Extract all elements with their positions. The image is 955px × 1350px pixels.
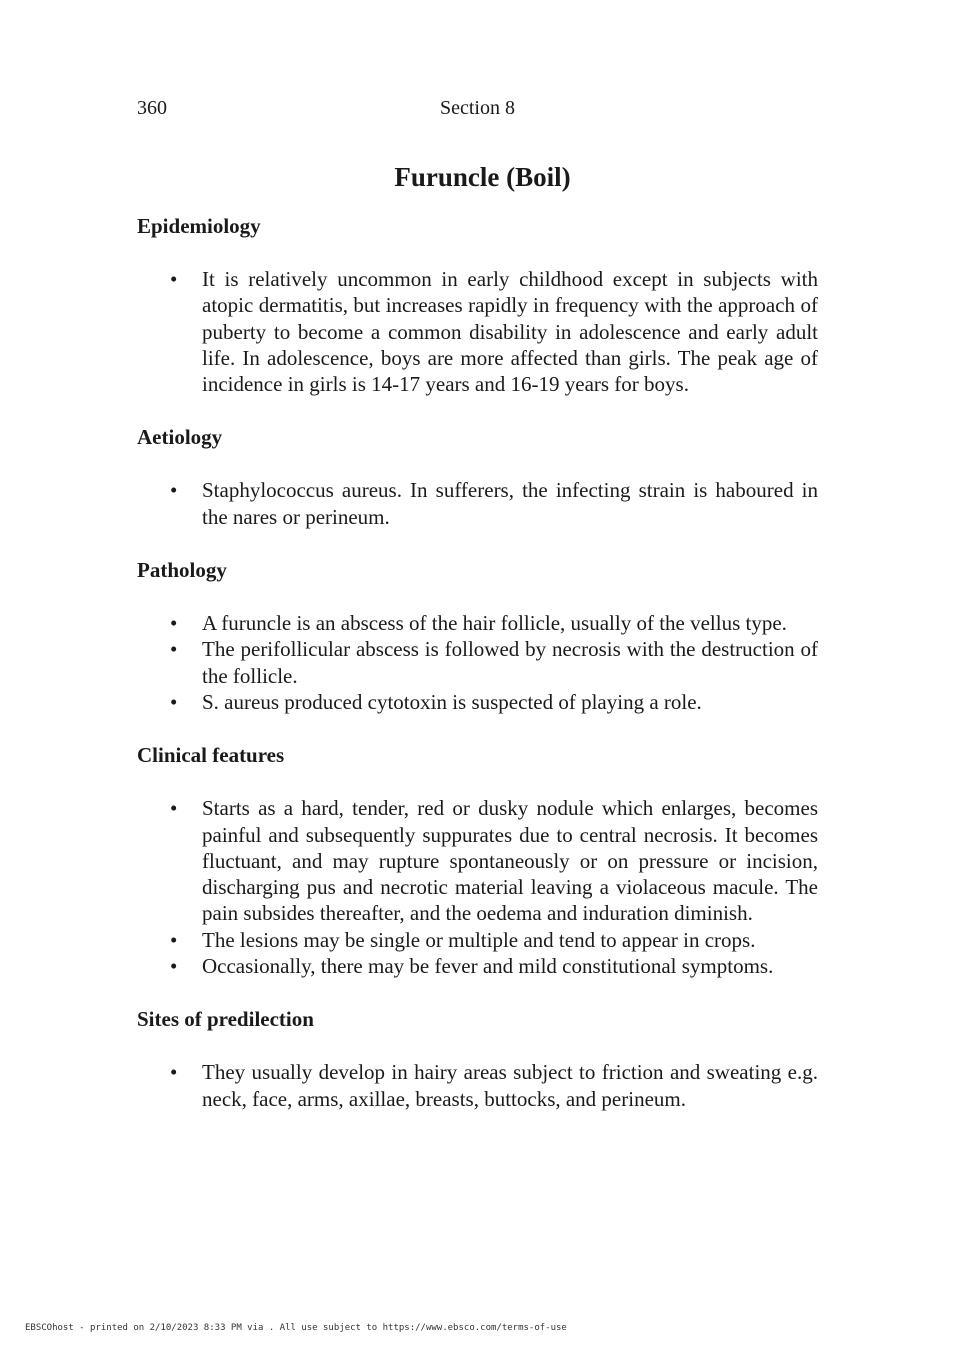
section-aetiology (137, 424, 818, 530)
footer-notice: EBSCOhost - printed on 2/10/2023 8:33 PM via . All use subject to https://www.ebsco.com/terms-of-use (25, 1323, 567, 1333)
bullet-list (137, 795, 818, 979)
section-pathology (137, 557, 818, 715)
section-heading: Aetiology (137, 425, 223, 450)
bullet-icon: • (170, 796, 178, 821)
list-item-text: It is relatively uncommon in early childhood except in subjects with atopic dermatitis, but increases rapidly in frequency with the approach of puberty to become a common disability in adolescence and early adult life. In adolescence, boys are more affected than girls. The peak age of incidence in girls is 14-17 years and 16-19 years for boys. (202, 267, 818, 397)
list-item (137, 477, 818, 530)
bullet-icon: • (170, 478, 178, 503)
section-clinical-features (137, 742, 818, 979)
list-item-text: The perifollicular abscess is followed by necrosis with the destruction of the follicle. (202, 637, 818, 688)
list-item-text: Starts as a hard, tender, red or dusky nodule which enlarges, becomes painful and subsequently suppurates due to central necrosis. It becomes fluctuant, and may rupture spontaneously or on pressure or incision, discharging pus and necrotic material leaving a violaceous macule. The pain subsides thereafter, and the oedema and induration diminish. (202, 796, 818, 926)
bullet-icon: • (170, 611, 178, 636)
bullet-icon: • (170, 689, 178, 714)
section-sites-of-predilection (137, 1006, 818, 1112)
page-content (137, 160, 818, 1112)
bullet-icon: • (170, 927, 178, 952)
bullet-icon: • (170, 637, 178, 662)
list-item (137, 689, 818, 715)
list-item-text: The lesions may be single or multiple and tend to appear in crops. (202, 927, 756, 952)
bullet-icon: • (170, 1060, 178, 1085)
bullet-icon: • (170, 954, 178, 979)
running-head: Section 8 (440, 97, 515, 119)
list-item (137, 266, 818, 397)
list-item (137, 927, 818, 953)
bullet-list (137, 1059, 818, 1112)
page-number: 360 (137, 97, 167, 119)
section-heading: Epidemiology (137, 214, 261, 238)
section-epidemiology (137, 213, 818, 397)
section-heading: Pathology (137, 558, 227, 583)
list-item (137, 610, 818, 636)
list-item (137, 795, 818, 926)
page-title: Furuncle (Boil) (394, 162, 571, 192)
list-item (137, 636, 818, 689)
section-heading: Sites of predilection (137, 1007, 314, 1032)
bullet-list (137, 610, 818, 715)
list-item-text: Staphylococcus aureus. In sufferers, the infecting strain is haboured in the nares or perineum. (202, 478, 818, 529)
bullet-icon: • (170, 267, 178, 291)
list-item-text: A furuncle is an abscess of the hair follicle, usually of the vellus type. (202, 611, 787, 636)
list-item (137, 1059, 818, 1112)
list-item-text: S. aureus produced cytotoxin is suspected of playing a role. (202, 689, 702, 714)
bullet-list (137, 266, 818, 397)
section-heading: Clinical features (137, 743, 285, 768)
list-item-text: They usually develop in hairy areas subject to friction and sweating e.g. neck, face, arms, axillae, breasts, buttocks, and perineum. (202, 1060, 818, 1111)
bullet-list (137, 477, 818, 530)
list-item (137, 953, 818, 979)
list-item-text: Occasionally, there may be fever and mild constitutional symptoms. (202, 954, 774, 979)
